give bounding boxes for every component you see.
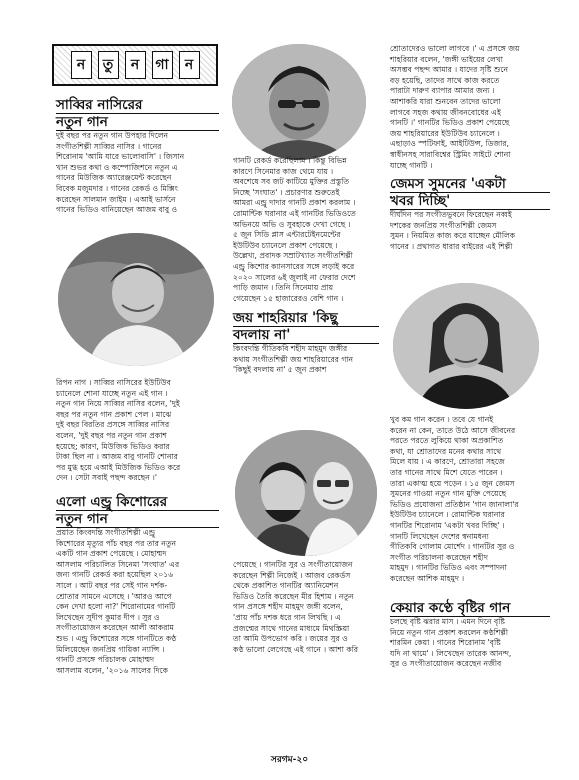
text-line: টাকা ছিল না । আজম বাবু গানটি শোনার (56, 452, 178, 462)
text-line: পরতে পরতে লুকিয়ে থাকা অপ্রকাশিত (390, 436, 504, 446)
headline-line-1: সাব্বির নাসিরের (56, 97, 143, 113)
section-letter: গা (152, 51, 173, 79)
text-line: যাচ্ছে গানটি । (390, 160, 433, 170)
text-line: কথায় সংগীতশিল্পী জয় শাহরিয়ারের গান (233, 354, 354, 364)
text-line: 'প্রায় পাঁচ দশক ধরে গান লিখছি । এ (233, 612, 341, 622)
article-text (233, 156, 379, 304)
text-line: গানের মিউজিক অ্যারেঞ্জমেন্ট করেছেন (56, 173, 172, 183)
text-line: গানটি রেকর্ড করেছিলাম । কিন্তু বিভিন্ন (233, 156, 347, 165)
text-line: সংগীত পরিচালনা করেছেন শহীদ (390, 552, 488, 562)
text-line: মিলিয়েছেন জনপ্রিয় গায়িকা ন্যান্সি । (56, 644, 165, 654)
text-line: পারাটা দারুণ ব্যাপার আমার জন্য । (390, 86, 495, 96)
text-line: পেয়েছে । গানটির সুর ও সংগীতায়োজন (233, 560, 353, 569)
article-text (233, 560, 379, 655)
text-line: স্বাধীনসহ সারাবিশ্বের স্ট্রিমিং সাইটে শোনা (390, 149, 511, 159)
section-badge (52, 44, 218, 86)
text-line: শুভ । এন্ড্রু কিশোরের সঙ্গে গানটিতে কণ্ঠ (56, 633, 177, 643)
headline-joy-shahriar (233, 310, 379, 344)
text-line: তার গানের সাথে মিশে যেতে পারেন । (390, 467, 503, 477)
text-line: গানের ভিডিও বানিয়েছেন আজম বাবু ও (56, 205, 178, 215)
headline-andrew-kishore (56, 494, 219, 528)
headline-line-2: নতুন গান (56, 114, 108, 130)
text-line: নিচ্ছে 'সংঘাত' । প্রচারণার শুরুতেই (233, 187, 340, 197)
headline-sabbir-nasir (56, 97, 219, 131)
text-line: অসম্ভব পছন্দ আমার । যাদের সৃষ্টি শুনে (390, 65, 508, 75)
text-line: চ্যানেলে শোনা যাচ্ছে নতুন এই গান । (56, 388, 168, 398)
text-line: ভিডিও প্রযোজনা প্রতিষ্ঠান 'গান জানালা'র (390, 499, 519, 509)
article-text (56, 528, 219, 676)
text-line: মিলে যায় । এ কারণে, শ্রোতারা সহজে (390, 457, 505, 467)
article-joy-shahriar (233, 310, 379, 376)
text-line: গানটি প্রসঙ্গে পরিচালক মোহাম্মদ (56, 655, 155, 665)
text-line: কিশোরের মৃত্যুর পাঁচ বছর পর তার নতুন (56, 538, 177, 548)
photo-james-suman (393, 283, 539, 409)
text-line: সংগীতশিল্পী সাব্বির নাসির । গানের (56, 141, 162, 151)
text-line: তা আমি উপভোগ করি । জয়ের সুর ও (233, 634, 348, 644)
headline-line-2: নতুন গান (56, 511, 108, 527)
text-line: কণ্ঠ ভালো লেগেছে এই গানে । আশা করি (233, 644, 359, 654)
text-line: গানের । প্রথাগত ধারার বাইরের এই শিল্পী (390, 241, 513, 251)
text-line: গানটির শিরোনাম 'একটা খবর দিচ্ছি' । (390, 520, 505, 530)
text-line: শারমিন কেয়া । গানের শিরোনাম 'বৃষ্টি (390, 638, 501, 648)
portrait-icon (393, 283, 539, 409)
text-line: চলছে বৃষ্টি ঝরার মাস । এমন দিনে বৃষ্টি (390, 617, 505, 626)
text-line: সুমন । নিয়মিত কাজ করে যাচ্ছেন মৌলিক (390, 231, 516, 241)
text-line: ভিডিও তৈরি করেছেন মীর হিশাম । নতুন (233, 591, 354, 601)
article-sabbir-nasir (56, 97, 219, 216)
text-line: দীর্ঘদিন পর সংগীতভুবনে ফিরেছেন নব্বই (390, 210, 512, 219)
text-line: বছর পর নতুন গান প্রকাশ পেল । মাঝে (56, 409, 172, 419)
text-line: জয় শাহরিয়ারের ইউটিউব চ্যানেলে । (390, 128, 500, 138)
text-line: ২০২০ সালের ৬ই জুলাই না ফেরার দেশে (233, 272, 356, 282)
text-line: এছাড়াও স্পটিফাই, আইটিউন্স, ডিজার, (390, 139, 509, 149)
text-line: তারা একাত্ম হয়ে পড়েন । ১৫ জুন জেমস (390, 478, 515, 488)
article-james-suman (390, 176, 550, 252)
text-line: প্রজন্মের সাথে গানের মাধ্যমে মিথস্ক্রিয়া (233, 623, 350, 633)
article-text (233, 344, 379, 376)
text-line: করেছেন আশিক মাহমুদ । (390, 573, 465, 583)
photo-joy-shahriar (235, 430, 377, 556)
article-andrew-kishore-cont (233, 156, 379, 304)
text-line: দশকের জনপ্রিয় সংগীতশিল্পী জেমস (390, 220, 497, 230)
article-joy-shahriar-cont-2 (390, 44, 550, 171)
headline-line-1: কেয়ার কণ্ঠে বৃষ্টির গান (390, 600, 511, 616)
text-line: শিরোনাম 'আমি যারে ভালোবাসি' । জিসান (56, 152, 185, 162)
article-sabbir-nasir-cont (56, 378, 219, 484)
text-line: সুমনের গাওয়া নতুন গান মুক্তি পেয়েছে (390, 489, 507, 499)
text-line: অভিনয়ে অভি ও সুবহাকে দেখা গেছে । (233, 219, 351, 229)
text-line: কথা, যা শ্রোতাদের মনের কথার সাথে (390, 446, 502, 456)
text-line: অবশেষে সব জট কাটিয়ে মুক্তির প্রস্তুতি (233, 177, 350, 187)
article-text (390, 44, 550, 171)
text-line: করেন না কেন, তাতে উঠে আসে জীবনের (390, 425, 516, 435)
text-line: 'কিছুই বদলায় না' ৫ জুন প্রকাশ (233, 365, 327, 375)
text-line: দুই বছর বিরতির প্রসঙ্গে সাব্বির নাসির (56, 420, 170, 430)
photo-andrew-kishore (232, 44, 366, 160)
text-line: গীতিকবি গোলাম মোর্শেদ । গানটির সুর ও (390, 542, 515, 552)
text-line: হয়েছে; কারণ, মিউজিক ভিডিও করার (56, 441, 170, 451)
text-line: বিবেক মজুমদার । গানের রেকর্ড ও মিক্সিং (56, 183, 178, 193)
text-line: এন্ড্রু কিশোর ক্যানসারের সঙ্গে লড়াই করে (233, 261, 355, 271)
text-line: খান শুভর কথা ও কম্পোজিশনে নতুন এ (56, 162, 178, 172)
text-line: উল্লেখ্য, প্রবাদক সম্রাটখ্যাত সংগীতশিল্পী (233, 251, 353, 261)
headline-line-2: বদলায় না' (233, 327, 291, 343)
text-line: শাহরিয়ার বলেন, 'জঙ্গী ভাইয়ের লেখা (390, 54, 503, 64)
text-line: আমরা এন্ড্রু দাদার গানটি প্রকাশ করলাম । (233, 198, 356, 208)
text-line: যদি না থামে' । লিখেছেন তারেক আনন্দ, (390, 648, 512, 658)
text-line: কারণে সিনেমার কাজ থেমে যায় । (233, 166, 334, 176)
headline-line-1: জয় শাহরিয়ার 'কিছু (233, 310, 338, 326)
text-line: ইউটিউব চ্যানেলে প্রকাশ পেয়েছে । (233, 240, 338, 250)
text-line: বলেন, 'দুই বছর পর নতুন গান প্রকাশ (56, 430, 167, 440)
text-line: প্রয়াত কিংবদন্তি সংগীতশিল্পী এন্ড্রু (56, 528, 155, 537)
photo-sabbir-nasir (58, 233, 214, 366)
text-line: নিয়ে নতুন গান প্রকাশ করলেন কণ্ঠশিল্পী (390, 627, 509, 637)
text-line: একটি গান প্রকাশ পেয়েছে । মোহাম্মদ (56, 549, 167, 559)
headline-keya (390, 600, 550, 617)
text-line: আসলাম বলেন, '২০১৬ সালের দিকে (56, 665, 168, 675)
text-line: লাগবে সহজ কথায় জীবনবোধের এই (390, 107, 501, 117)
page-number: সরগম-২০ (270, 755, 309, 765)
text-line: গান প্রসঙ্গে শহীদ মাহমুদ জঙ্গী বলেন, (233, 602, 343, 612)
text-line: সালে । আট বছর পর সেই গান দর্শক- (56, 580, 168, 590)
text-line: পর মুগ্ধ হয়ে এআই মিউজিক ভিডিও করে (56, 462, 181, 472)
text-line: আশাকরি যারা শুনবেন তাদের ভালো (390, 96, 501, 106)
text-line: করেছেন সালমান জাইম । এআই ভার্সনে (56, 194, 176, 204)
text-line: দুই বছর পর নতুন গান উপহার দিলেন (56, 131, 169, 140)
headline-james-suman (390, 176, 550, 210)
text-line: ৫ জুন সিডি প্লাস এন্টারটেইনমেন্টের (233, 230, 341, 240)
text-line: নতুন গান নিয়ে সাব্বির নাসির বলেন, 'দুই (56, 399, 180, 409)
portrait-icon (58, 233, 214, 366)
text-line: গেয়েছেন ১৫ হাজারেরও বেশি গান । (233, 293, 344, 303)
portrait-icon (235, 430, 377, 556)
text-line: পাড়ি জমান । তিনি সিনেমায় প্রায় (233, 283, 334, 293)
article-text (390, 210, 550, 252)
text-line: কেন দেখা হলো না?' শিরোনামের গানটি (56, 602, 176, 612)
text-line: লিখেছেন সুদীপ কুমার দীপ । সুর ও (56, 612, 160, 622)
headline-line-2: খবর দিচ্ছি' (390, 193, 451, 209)
text-line: জন্য গানটি রেকর্ড করা হয়েছিল ২০১৬ (56, 570, 174, 580)
text-line: গানটি লিখেছেন দেশের স্বনামধন্য (390, 531, 489, 541)
article-text (390, 415, 550, 585)
text-line: গানটি ।' গানটির ভিডিও প্রকাশ পেয়েছে (390, 118, 510, 128)
article-text (56, 378, 219, 484)
article-joy-shahriar-cont (233, 560, 379, 655)
article-keya (390, 600, 550, 670)
headline-line-1: এলো এন্ড্রু কিশোরের (56, 494, 168, 510)
text-line: সুর ও সংগীতায়োজন করেছেন নজীব (390, 659, 502, 669)
section-letter: ন (71, 51, 92, 79)
article-andrew-kishore (56, 494, 219, 676)
headline-line-1: জেমস সুমনের 'একটা (390, 176, 506, 192)
article-james-suman-cont (390, 415, 550, 585)
text-line: ইউটিউব চ্যানেলে । রোমান্টিক ঘরানার (390, 510, 505, 520)
section-letter: ন (179, 51, 200, 79)
text-line: কিংবদন্তি গীতিকবি শহীদ মাহমুদ জঙ্গীর (233, 344, 348, 353)
text-line: থেকে প্রকাশিত গানটির অ্যানিমেশন (233, 581, 339, 591)
section-letter: ন (125, 51, 146, 79)
text-line: করেছেন শিল্পী নিজেই । আজব রেকর্ডস (233, 570, 351, 580)
text-line: রিপন নাগ । সাব্বির নাসিরের ইউটিউব (56, 378, 171, 387)
text-line: খুব কম গান করেন । তবে যে গানই (390, 415, 494, 424)
text-line: বড় হয়েছি, তাদের সাথে কাজ করতে (390, 75, 500, 85)
text-line: মাহমুদ । গানটির ভিডিও এবং সম্পাদনা (390, 563, 507, 573)
section-letter: তু (98, 51, 119, 79)
portrait-icon (232, 44, 366, 160)
text-line: শ্রোতার সামনে এসেছে । 'আরও আগে (56, 591, 172, 601)
text-line: শ্রোতাদেরও ভালো লাগবে ।' এ প্রসঙ্গে জয় (390, 44, 520, 53)
text-line: রোমান্টিক ঘরানার এই গানটির ভিডিওতে (233, 208, 356, 218)
article-text (56, 131, 219, 216)
text-line: সংগীতায়োজন করেছেন আলী আকরাম (56, 623, 174, 633)
text-line: দেন । সেটা সবাই পছন্দ করছেন ।' (56, 473, 157, 483)
article-text (390, 617, 550, 670)
text-line: আসলাম পরিচালিত সিনেমা 'সংঘাত' এর (56, 559, 180, 569)
